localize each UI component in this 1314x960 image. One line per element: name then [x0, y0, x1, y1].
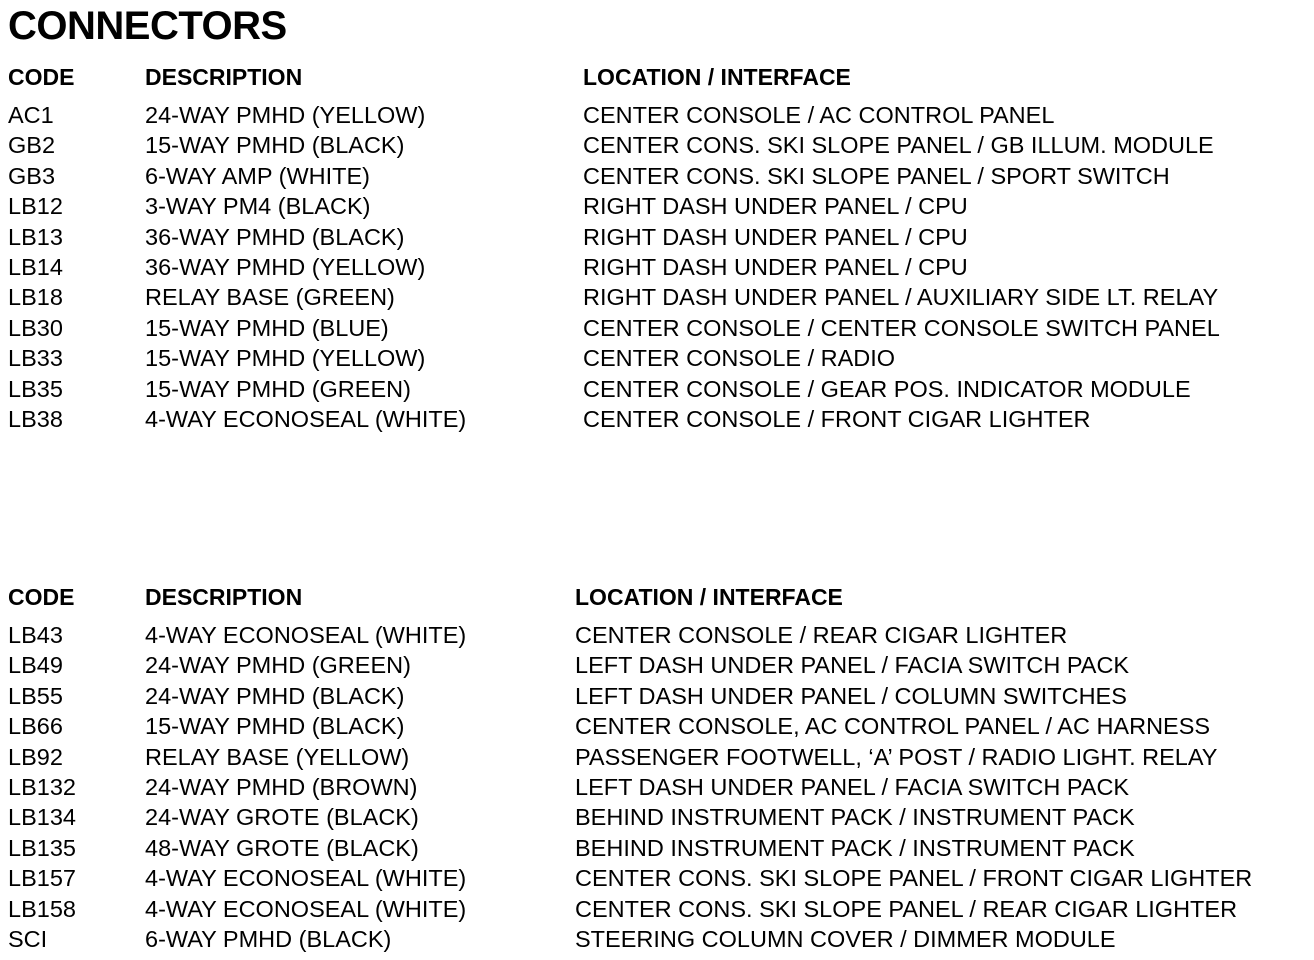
- table-row: [0, 711, 1314, 741]
- cell-location: PASSENGER FOOTWELL, ‘A’ POST / RADIO LIGHT. RELAY: [575, 743, 1218, 770]
- cell-code: GB3: [8, 162, 56, 189]
- table-row: [0, 681, 1314, 711]
- cell-code: LB158: [8, 895, 76, 922]
- cell-description: 4-WAY ECONOSEAL (WHITE): [145, 895, 467, 922]
- cell-code: LB38: [8, 405, 63, 432]
- cell-code: LB12: [8, 193, 63, 220]
- table-row: [0, 374, 1314, 404]
- cell-code: LB49: [8, 652, 63, 679]
- cell-location: CENTER CONS. SKI SLOPE PANEL / SPORT SWITCH: [583, 162, 1170, 189]
- page-title: CONNECTORS: [8, 4, 287, 48]
- table-row: [0, 924, 1314, 954]
- cell-code: SCI: [8, 925, 48, 952]
- cell-description: 4-WAY ECONOSEAL (WHITE): [145, 405, 467, 432]
- cell-code: LB43: [8, 622, 63, 648]
- connector-table-2: [0, 582, 1314, 954]
- table-row: [0, 404, 1314, 434]
- cell-location: CENTER CONSOLE / CENTER CONSOLE SWITCH PANEL: [583, 314, 1220, 341]
- cell-location: CENTER CONS. SKI SLOPE PANEL / REAR CIGAR LIGHTER: [575, 895, 1238, 922]
- cell-description: 24-WAY GROTE (BLACK): [145, 804, 419, 831]
- cell-location: LEFT DASH UNDER PANEL / FACIA SWITCH PACK: [575, 773, 1130, 800]
- cell-location: BEHIND INSTRUMENT PACK / INSTRUMENT PACK: [575, 834, 1135, 861]
- cell-location: LEFT DASH UNDER PANEL / COLUMN SWITCHES: [575, 682, 1127, 709]
- header-description: DESCRIPTION: [145, 64, 303, 90]
- cell-description: 15-WAY PMHD (BLACK): [145, 132, 405, 159]
- cell-code: LB134: [8, 804, 76, 831]
- table-row: [0, 772, 1314, 802]
- table-row: [0, 282, 1314, 312]
- cell-description: 24-WAY PMHD (BLACK): [145, 682, 405, 709]
- cell-description: 15-WAY PMHD (BLACK): [145, 713, 405, 740]
- cell-description: 6-WAY AMP (WHITE): [145, 162, 371, 189]
- cell-code: LB135: [8, 834, 76, 861]
- cell-location: RIGHT DASH UNDER PANEL / CPU: [583, 223, 968, 250]
- cell-description: 4-WAY ECONOSEAL (WHITE): [145, 622, 467, 648]
- cell-description: 24-WAY PMHD (GREEN): [145, 652, 411, 679]
- cell-description: 15-WAY PMHD (GREEN): [145, 375, 411, 402]
- cell-code: LB157: [8, 865, 76, 892]
- table-header: [0, 62, 1314, 100]
- cell-description: RELAY BASE (GREEN): [145, 284, 395, 311]
- cell-code: LB13: [8, 223, 63, 250]
- header-code: CODE: [8, 584, 75, 610]
- cell-location: CENTER CONSOLE / REAR CIGAR LIGHTER: [575, 622, 1068, 648]
- cell-location: RIGHT DASH UNDER PANEL / AUXILIARY SIDE LT. RELAY: [583, 284, 1219, 311]
- table-row: [0, 833, 1314, 863]
- cell-description: 3-WAY PM4 (BLACK): [145, 193, 371, 220]
- cell-code: LB66: [8, 713, 63, 740]
- cell-code: LB132: [8, 773, 76, 800]
- cell-location: CENTER CONSOLE / GEAR POS. INDICATOR MODULE: [583, 375, 1191, 402]
- table-row: [0, 191, 1314, 221]
- table-row: [0, 313, 1314, 343]
- cell-description: 36-WAY PMHD (YELLOW): [145, 253, 426, 280]
- cell-description: 6-WAY PMHD (BLACK): [145, 925, 392, 952]
- table-row: [0, 343, 1314, 373]
- cell-location: CENTER CONSOLE / FRONT CIGAR LIGHTER: [583, 405, 1091, 432]
- cell-description: 48-WAY GROTE (BLACK): [145, 834, 419, 861]
- cell-location: LEFT DASH UNDER PANEL / FACIA SWITCH PACK: [575, 652, 1130, 679]
- cell-location: CENTER CONSOLE / RADIO: [583, 345, 896, 372]
- cell-description: 24-WAY PMHD (YELLOW): [145, 102, 426, 128]
- cell-location: CENTER CONS. SKI SLOPE PANEL / FRONT CIGAR LIGHTER: [575, 865, 1253, 892]
- cell-description: 36-WAY PMHD (BLACK): [145, 223, 405, 250]
- cell-location: CENTER CONSOLE / AC CONTROL PANEL: [583, 102, 1055, 128]
- cell-code: LB30: [8, 314, 63, 341]
- header-description: DESCRIPTION: [145, 584, 303, 610]
- cell-description: RELAY BASE (YELLOW): [145, 743, 410, 770]
- table-row: [0, 894, 1314, 924]
- cell-code: LB14: [8, 253, 63, 280]
- connector-table-1: [0, 62, 1314, 434]
- header-location: LOCATION / INTERFACE: [583, 64, 851, 90]
- cell-location: CENTER CONS. SKI SLOPE PANEL / GB ILLUM. MODULE: [583, 132, 1214, 159]
- cell-location: RIGHT DASH UNDER PANEL / CPU: [583, 193, 968, 220]
- table-row: [0, 863, 1314, 893]
- table-row: [0, 620, 1314, 650]
- table-row: [0, 100, 1314, 130]
- cell-code: GB2: [8, 132, 56, 159]
- table-row: [0, 130, 1314, 160]
- cell-description: 24-WAY PMHD (BROWN): [145, 773, 418, 800]
- cell-description: 15-WAY PMHD (BLUE): [145, 314, 389, 341]
- cell-code: LB18: [8, 284, 63, 311]
- cell-location: RIGHT DASH UNDER PANEL / CPU: [583, 253, 968, 280]
- cell-code: LB35: [8, 375, 63, 402]
- header-code: CODE: [8, 64, 75, 90]
- cell-description: 4-WAY ECONOSEAL (WHITE): [145, 865, 467, 892]
- cell-code: LB92: [8, 743, 63, 770]
- table-row: [0, 222, 1314, 252]
- header-location: LOCATION / INTERFACE: [575, 584, 843, 610]
- cell-description: 15-WAY PMHD (YELLOW): [145, 345, 426, 372]
- table-row: [0, 252, 1314, 282]
- table-row: [0, 802, 1314, 832]
- table-header: [0, 582, 1314, 620]
- cell-code: AC1: [8, 102, 54, 128]
- cell-code: LB33: [8, 345, 63, 372]
- table-row: [0, 161, 1314, 191]
- table-row: [0, 742, 1314, 772]
- cell-code: LB55: [8, 682, 63, 709]
- cell-location: BEHIND INSTRUMENT PACK / INSTRUMENT PACK: [575, 804, 1135, 831]
- table-row: [0, 650, 1314, 680]
- cell-location: STEERING COLUMN COVER / DIMMER MODULE: [575, 925, 1116, 952]
- cell-location: CENTER CONSOLE, AC CONTROL PANEL / AC HARNESS: [575, 713, 1211, 740]
